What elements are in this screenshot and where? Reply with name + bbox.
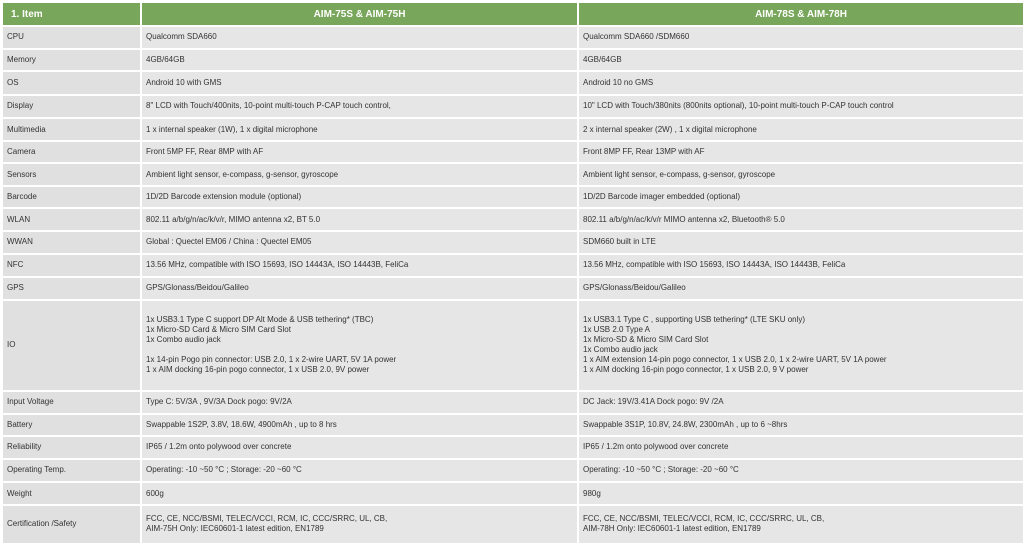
- cell-aim-75: [142, 255, 577, 277]
- row-label: Display: [3, 96, 140, 118]
- table-row: [3, 209, 1023, 230]
- cell-aim-78: [579, 142, 1023, 163]
- cell-aim-78: [579, 255, 1023, 277]
- row-label: Battery: [3, 415, 140, 436]
- spec-line: Swappable 3S1P, 10.8V, 24.8W, 2300mAh , up to 6 ~8hrs: [583, 419, 788, 429]
- spec-line: 1x Combo audio jack: [146, 335, 221, 345]
- row-label: Barcode: [3, 187, 140, 208]
- row-label: Weight: [3, 483, 140, 504]
- cell-aim-78: [579, 392, 1023, 413]
- table-row: [3, 506, 1023, 543]
- cell-aim-78: [579, 164, 1023, 185]
- header-aim-75: AIM-75S & AIM-75H: [142, 3, 577, 25]
- spec-line: 1D/2D Barcode extension module (optional): [146, 192, 302, 202]
- table-row: [3, 437, 1023, 458]
- spec-line: FCC, CE, NCC/BSMI, TELEC/VCCI, RCM, IC, CCC/SRRC, UL, CB,: [583, 514, 825, 524]
- row-label: Camera: [3, 142, 140, 163]
- cell-aim-75: [142, 483, 577, 504]
- spec-line: [146, 345, 573, 355]
- cell-aim-78: [579, 209, 1023, 230]
- row-label: NFC: [3, 255, 140, 277]
- cell-aim-75: [142, 27, 577, 48]
- spec-line: Swappable 1S2P, 3.8V, 18.6W, 4900mAh , up to 8 hrs: [146, 419, 337, 429]
- row-label: OS: [3, 72, 140, 94]
- table-row: [3, 50, 1023, 71]
- header-item: 1. Item: [3, 3, 140, 25]
- spec-comparison-table: [1, 1, 1024, 545]
- table-row: [3, 232, 1023, 253]
- cell-aim-75: [142, 119, 577, 140]
- row-label: Operating Temp.: [3, 460, 140, 482]
- row-label: Certification /Safety: [3, 506, 140, 543]
- cell-aim-78: [579, 301, 1023, 390]
- spec-line: Operating: -10 ~50 °C ; Storage: -20 ~60 °C: [583, 465, 739, 475]
- spec-line: 2 x internal speaker (2W) , 1 x digital microphone: [583, 124, 757, 134]
- cell-aim-75: [142, 142, 577, 163]
- spec-line: 802.11 a/b/g/n/ac/k/v/r MIMO antenna x2, Bluetooth® 5.0: [583, 214, 785, 224]
- spec-line: 1x USB 2.0 Type A: [583, 325, 651, 335]
- row-label: Multimedia: [3, 119, 140, 140]
- spec-line: Qualcomm SDA660 /SDM660: [583, 32, 690, 42]
- spec-line: 8" LCD with Touch/400nits, 10-point multi-touch P-CAP touch control,: [146, 101, 391, 111]
- table-body: [3, 27, 1023, 543]
- spec-line: AIM-78H Only: IEC60601-1 latest edition, EN1789: [583, 524, 761, 534]
- spec-line: GPS/Glonass/Beidou/Galileo: [583, 283, 686, 293]
- cell-aim-75: [142, 50, 577, 71]
- spec-line: 802.11 a/b/g/n/ac/k/v/r, MIMO antenna x2, BT 5.0: [146, 214, 321, 224]
- table-row: [3, 72, 1023, 94]
- spec-line: Qualcomm SDA660: [146, 32, 217, 42]
- cell-aim-78: [579, 232, 1023, 253]
- spec-line: Android 10 with GMS: [146, 77, 222, 87]
- cell-aim-75: [142, 278, 577, 299]
- spec-line: IP65 / 1.2m onto polywood over concrete: [583, 442, 729, 452]
- table-row: [3, 392, 1023, 413]
- row-label: Input Voltage: [3, 392, 140, 413]
- spec-line: Ambient light sensor, e-compass, g-sensor, gyroscope: [146, 169, 339, 179]
- spec-line: 1 x AIM extension 14-pin pogo connector, 1 x USB 2.0, 1 x 2-wire UART, 5V 1A power: [583, 355, 887, 365]
- spec-line: IP65 / 1.2m onto polywood over concrete: [146, 442, 292, 452]
- cell-aim-78: [579, 278, 1023, 299]
- spec-line: FCC, CE, NCC/BSMI, TELEC/VCCI, RCM, IC, CCC/SRRC, UL, CB,: [146, 514, 388, 524]
- cell-aim-75: [142, 209, 577, 230]
- spec-line: AIM-75H Only: IEC60601-1 latest edition, EN1789: [146, 524, 324, 534]
- table-row: [3, 255, 1023, 277]
- spec-line: Type C: 5V/3A , 9V/3A Dock pogo: 9V/2A: [146, 397, 292, 407]
- table-row: [3, 187, 1023, 208]
- cell-aim-75: [142, 506, 577, 543]
- table-row: [3, 27, 1023, 48]
- cell-aim-75: [142, 187, 577, 208]
- spec-line: Ambient light sensor, e-compass, g-sensor, gyroscope: [583, 169, 776, 179]
- cell-aim-75: [142, 415, 577, 436]
- spec-line: 13.56 MHz, compatible with ISO 15693, ISO 14443A, ISO 14443B, FeliCa: [583, 260, 846, 270]
- spec-line: 1x Micro-SD Card & Micro SIM Card Slot: [146, 325, 291, 335]
- table-row: [3, 278, 1023, 299]
- spec-line: DC Jack: 19V/3.41A Dock pogo: 9V /2A: [583, 397, 724, 407]
- cell-aim-78: [579, 119, 1023, 140]
- table-header-row: [3, 3, 1023, 25]
- cell-aim-78: [579, 27, 1023, 48]
- row-label: Sensors: [3, 164, 140, 185]
- spec-line: 4GB/64GB: [146, 54, 185, 64]
- cell-aim-78: [579, 483, 1023, 504]
- cell-aim-75: [142, 96, 577, 118]
- cell-aim-75: [142, 301, 577, 390]
- cell-aim-78: [579, 50, 1023, 71]
- cell-aim-78: [579, 415, 1023, 436]
- cell-aim-78: [579, 96, 1023, 118]
- spec-line: 1D/2D Barcode imager embedded (optional): [583, 192, 740, 202]
- cell-aim-75: [142, 437, 577, 458]
- spec-line: Global : Quectel EM06 / China : Quectel EM05: [146, 237, 312, 247]
- row-label: Memory: [3, 50, 140, 71]
- spec-line: 1x USB3.1 Type C , supporting USB tethering* (LTE SKU only): [583, 315, 806, 325]
- cell-aim-75: [142, 460, 577, 482]
- table-row: [3, 301, 1023, 390]
- spec-line: 4GB/64GB: [583, 54, 622, 64]
- spec-line: SDM660 built in LTE: [583, 237, 656, 247]
- spec-line: 1x Combo audio jack: [583, 345, 658, 355]
- spec-line: 600g: [146, 488, 164, 498]
- spec-line: Front 8MP FF, Rear 13MP with AF: [583, 147, 705, 157]
- cell-aim-78: [579, 437, 1023, 458]
- row-label: CPU: [3, 27, 140, 48]
- spec-line: 1 x internal speaker (1W), 1 x digital microphone: [146, 124, 318, 134]
- spec-line: Operating: -10 ~50 °C ; Storage: -20 ~60 °C: [146, 465, 302, 475]
- spec-line: 1 x AIM docking 16-pin pogo connector, 1 x USB 2.0, 9V power: [146, 365, 370, 375]
- row-label: WLAN: [3, 209, 140, 230]
- cell-aim-75: [142, 232, 577, 253]
- row-label: WWAN: [3, 232, 140, 253]
- spec-line: GPS/Glonass/Beidou/Galileo: [146, 283, 249, 293]
- cell-aim-75: [142, 392, 577, 413]
- cell-aim-78: [579, 460, 1023, 482]
- spec-line: 1x Micro-SD & Micro SIM Card Slot: [583, 335, 709, 345]
- spec-line: 10" LCD with Touch/380nits (800nits optional), 10-point multi-touch P-CAP touch control: [583, 101, 894, 111]
- spec-line: Android 10 no GMS: [583, 77, 654, 87]
- table-row: [3, 142, 1023, 163]
- row-label: Reliability: [3, 437, 140, 458]
- cell-aim-78: [579, 506, 1023, 543]
- spec-line: 980g: [583, 488, 601, 498]
- table-row: [3, 460, 1023, 482]
- spec-line: Front 5MP FF, Rear 8MP with AF: [146, 147, 264, 157]
- cell-aim-75: [142, 164, 577, 185]
- table-row: [3, 415, 1023, 436]
- cell-aim-78: [579, 187, 1023, 208]
- spec-line: 1x USB3.1 Type C support DP Alt Mode & USB tethering* (TBC): [146, 315, 374, 325]
- table-row: [3, 483, 1023, 504]
- table-row: [3, 164, 1023, 185]
- cell-aim-78: [579, 72, 1023, 94]
- spec-line: 1x 14-pin Pogo pin connector: USB 2.0, 1 x 2-wire UART, 5V 1A power: [146, 355, 397, 365]
- row-label: IO: [3, 301, 140, 390]
- spec-line: 13.56 MHz, compatible with ISO 15693, ISO 14443A, ISO 14443B, FeliCa: [146, 260, 409, 270]
- table-row: [3, 96, 1023, 118]
- spec-line: 1 x AIM docking 16-pin pogo connector, 1 x USB 2.0, 9 V power: [583, 365, 809, 375]
- header-aim-78: AIM-78S & AIM-78H: [579, 3, 1023, 25]
- table-row: [3, 119, 1023, 140]
- cell-aim-75: [142, 72, 577, 94]
- row-label: GPS: [3, 278, 140, 299]
